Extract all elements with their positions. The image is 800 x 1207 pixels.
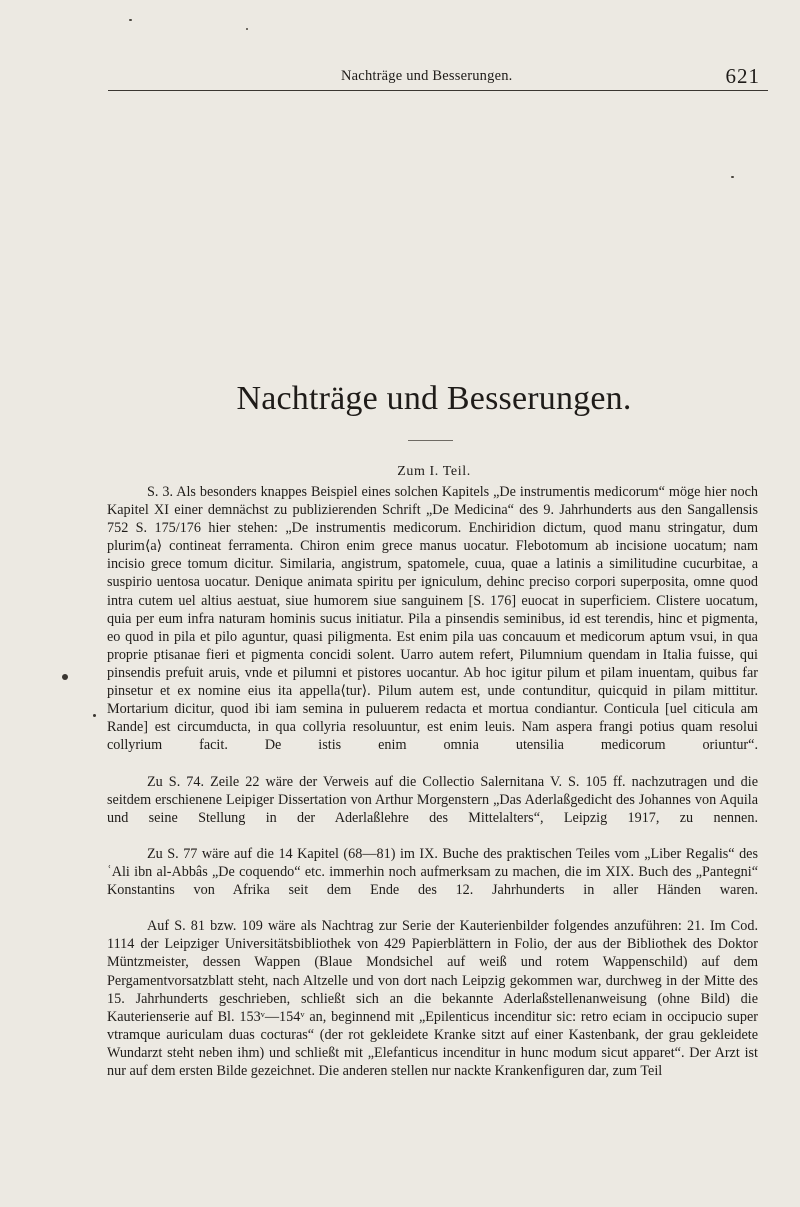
running-head: [108, 66, 768, 91]
title-rule: [408, 440, 453, 441]
margin-dot: [62, 674, 68, 680]
paragraph: Zu S. 77 wäre auf die 14 Kapitel (68—81) im IX. Buche des praktischen Teiles vom „Liber Regalis“ des ʿAli ibn al-Abbâs „De coquendo“ etc. immerhin noch aufmerksam zu machen, die im XIX. Buch des „Pantegni“ Konstantins von Afrika seit dem Ende des 12. Jahrhunderts in aller Händen waren.: [107, 845, 758, 899]
paragraph: Auf S. 81 bzw. 109 wäre als Nachtrag zur Serie der Kauterienbilder folgendes anzuführen: 21. Im Cod. 1114 der Leipziger Universitätsbibliothek von 429 Papierblättern in Folio, der aus der Bibliothek des Doktor Müntzmeister, dessen Wappen (Blaue Mondsichel auf weiß und rotem Wappenschild) auf dem Pergamentvorsatzblatt steht, nach Altzelle und von dort nach Leipzig gekommen war, durchweg in der Mitte des 15. Jahrhunderts geschrieben, schließt sich an die bekannte Aderlaßstellenanweisung (ohne Bild) die Kauterienserie auf Bl. 153ᵛ—154ᵛ an, beginnend mit „Epilenticus incenditur sic: retro eciam in occipucio super vtramque auriculam duas cocturas“ (der rot gekleidete Kranke sitzt auf einer Kastenbank, der grau gekleidete Wundarzt steht neben ihm) und schließt mit „Elefanticus incenditur in hunc modum sicut apparet“. Der Arzt ist nur auf dem ersten Bilde gezeichnet. Die anderen stellen nur nackte Krankenfiguren dar, zum Teil: [107, 918, 758, 1079]
margin-dot: [93, 714, 96, 717]
paragraph: Zu S. 74. Zeile 22 wäre der Verweis auf die Collectio Salernitana V. S. 105 ff. nachzutragen und die seitdem erschienene Leipiger Dissertation von Arthur Morgenstern „Das Aderlaßgedicht des Johannes von Aquila und seine Stellung in der Aderlaßlehre des Mittelalters“, Leipzig 1917, zu nennen.: [107, 773, 758, 826]
page-number: 621: [725, 64, 760, 88]
print-speck: [129, 19, 132, 21]
part-heading: Zum I. Teil.: [397, 464, 471, 479]
running-title: Nachträge und Besserungen.: [341, 68, 513, 84]
print-speck: [246, 28, 248, 30]
print-speck: [731, 176, 734, 178]
paragraph: S. 3. Als besonders knappes Beispiel eines solchen Kapitels „De instrumentis medicorum“ möge hier noch Kapitel XI einer demnächst zu publizierenden Schrift „De Medicina“ des 9. Jahrhunderts aus den Sangallensis 752 S. 175/176 hier stehen: „De instrumentis medicorum. Enchiridion dictum, quod manu stringatur, dum plurim⟨a⟩ contineat ferramenta. Chiron enim grece manus uocatur. Flebotomum ab incisione uocatum; nam incisio grece tomum dicitur. Similaria, angistrum, spatomele, cuua, quae a latinis a similitudine cucurbitae, a suspirio uentosa uocatur. Denique animata spiritu per igniculum, dehinc preciso corpori superposita, omne quod intra cutem uel altius aestuat, siue humorem siue sanguinem [S. 176] euocat in superficiem. Clistere uocatum, quia per eum infra naturam hominis sucus initiatur. Pila a pinsendis seminibus, id est terendis, hinc et pigmenta, eo quod in pila et pilo aguntur, quasi piligmenta. Est enim pila uas concauum et medicorum aptum vsui, in qua proprie ptisanae fieri et pigmenta concidi solent. Uarro autem refert, Pilumnium quendam in Italia fuisse, qui pinsendis prefuit aruis, vnde et pilumni et pistores uocantur. Ab hoc igitur pilum et pilam inuentam, quibus far pinsetur et ex nomine eius ita appella⟨tur⟩. Pilum autem est, unde contunditur, quicquid in pilam mittitur. Mortarium dicitur, quod ibi iam semina in puluerem redacta et mortua condiantur. Conticula [uel citicula am Rande] est circumducta, in qua collyria resoluuntur, est enim leuis. Nam aspera frangi potius quam resolui collyrium facit. De istis enim omnia utensilia medicorum oriuntur“.: [107, 484, 758, 754]
body-text: [107, 483, 758, 1080]
chapter-title: Nachträge und Besserungen.: [236, 380, 632, 417]
